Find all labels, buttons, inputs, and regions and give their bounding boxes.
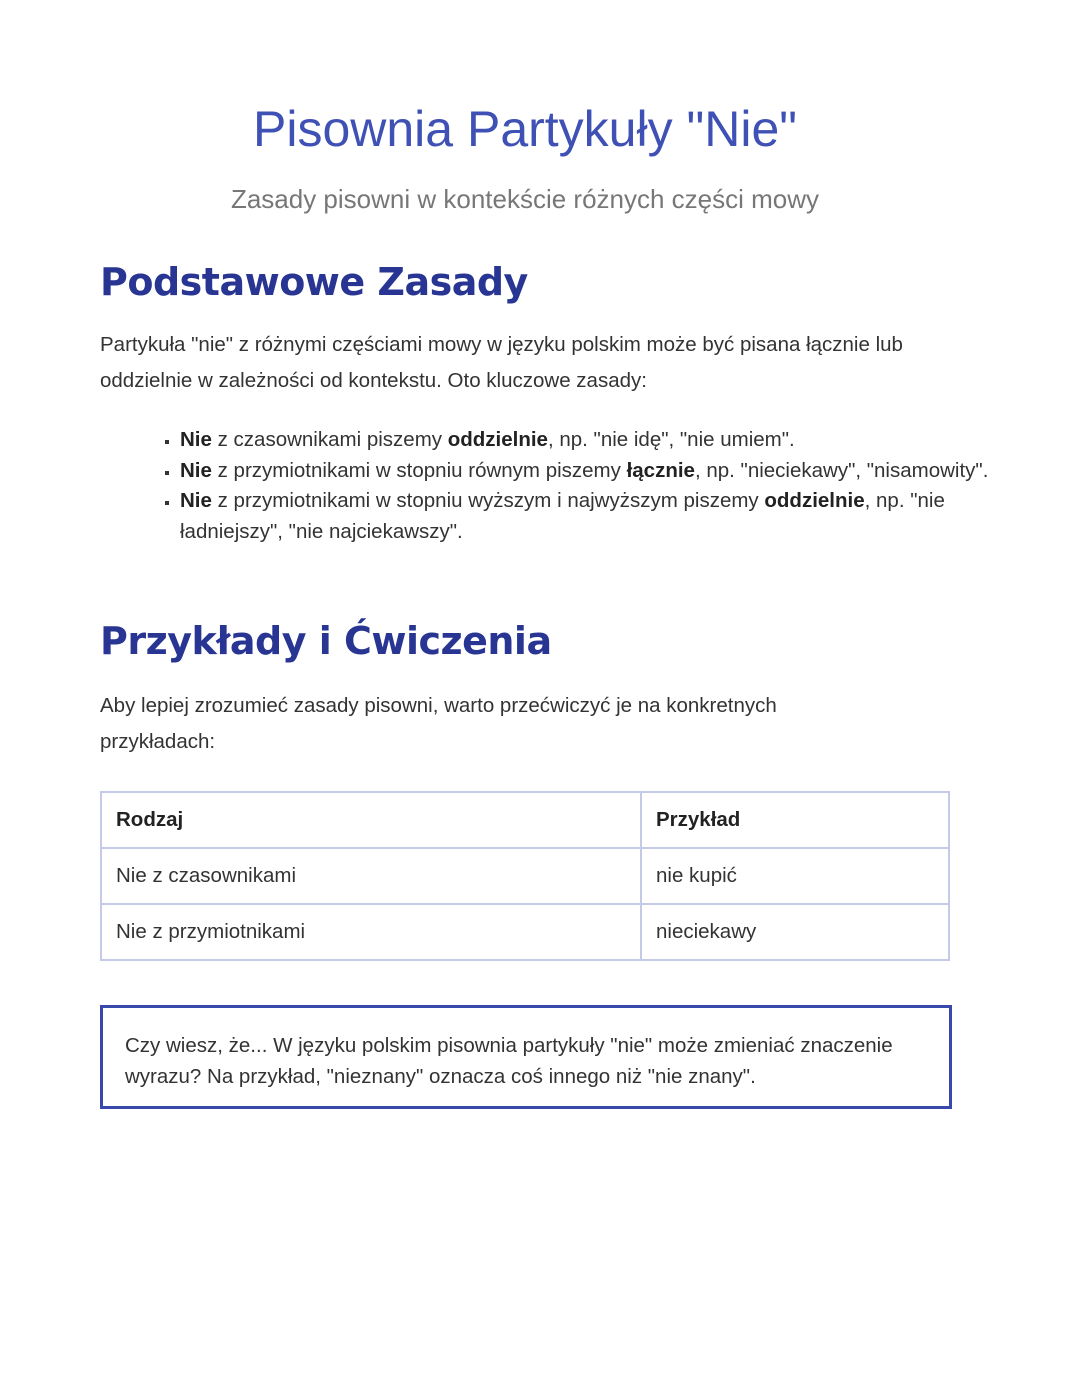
- column-header: Przykład: [641, 792, 949, 848]
- table-cell: Nie z przymiotnikami: [101, 904, 641, 960]
- rule-text: z przymiotnikami w stopniu równym piszemy: [211, 458, 627, 482]
- section-intro: Partykuła "nie" z różnymi częściami mowy w języku polskim może być pisana łącznie lub oddzielnie w zależności od kontekstu. Oto kluczowe zasady:: [100, 333, 903, 392]
- list-item: [180, 456, 1020, 487]
- rule-text: z czasownikami piszemy: [211, 428, 448, 451]
- rule-example: , np. "nieciekawy", "nisamowity".: [694, 458, 989, 482]
- rule-text: z przymiotnikami w stopniu wyższym i najwyższym piszemy: [211, 489, 765, 512]
- list-item: [180, 486, 1020, 547]
- section-heading-basic-rules: Podstawowe Zasady: [100, 260, 528, 304]
- examples-table: [100, 791, 950, 961]
- table-cell: nieciekawy: [641, 904, 949, 960]
- list-item: [180, 425, 1020, 456]
- table-cell: nie kupić: [641, 848, 949, 904]
- column-header: Rodzaj: [101, 792, 641, 848]
- section-intro: Aby lepiej zrozumieć zasady pisowni, warto przećwiczyć je na konkretnych przykładach:: [100, 694, 777, 753]
- rule-lead: Nie: [180, 428, 212, 451]
- rule-example: , np. "nie ładniejszy", "nie najciekawszy".: [180, 489, 945, 543]
- rules-list: [100, 425, 1020, 547]
- rule-lead: Nie: [180, 458, 212, 482]
- section-heading-examples: Przykłady i Ćwiczenia: [100, 619, 552, 663]
- table-header-row: [101, 792, 949, 848]
- rule-emphasis: oddzielnie: [447, 428, 548, 451]
- rule-lead: Nie: [180, 489, 212, 512]
- table-row: [101, 848, 949, 904]
- page-title: Pisownia Partykuły "Nie": [252, 101, 798, 157]
- did-you-know-callout: [100, 1005, 952, 1109]
- callout-text: Czy wiesz, że... W języku polskim pisownia partykuły "nie" może zmieniać znaczenie wyrazu? Na przykład, "nieznany" oznacza coś innego niż "nie znany".: [125, 1034, 893, 1088]
- rule-emphasis: oddzielnie: [764, 489, 865, 512]
- page-subtitle: Zasady pisowni w kontekście różnych części mowy: [230, 184, 820, 214]
- rule-example: , np. "nie idę", "nie umiem".: [547, 428, 795, 451]
- table-row: [101, 904, 949, 960]
- table-cell: Nie z czasownikami: [101, 848, 641, 904]
- rule-emphasis: łącznie: [626, 458, 695, 482]
